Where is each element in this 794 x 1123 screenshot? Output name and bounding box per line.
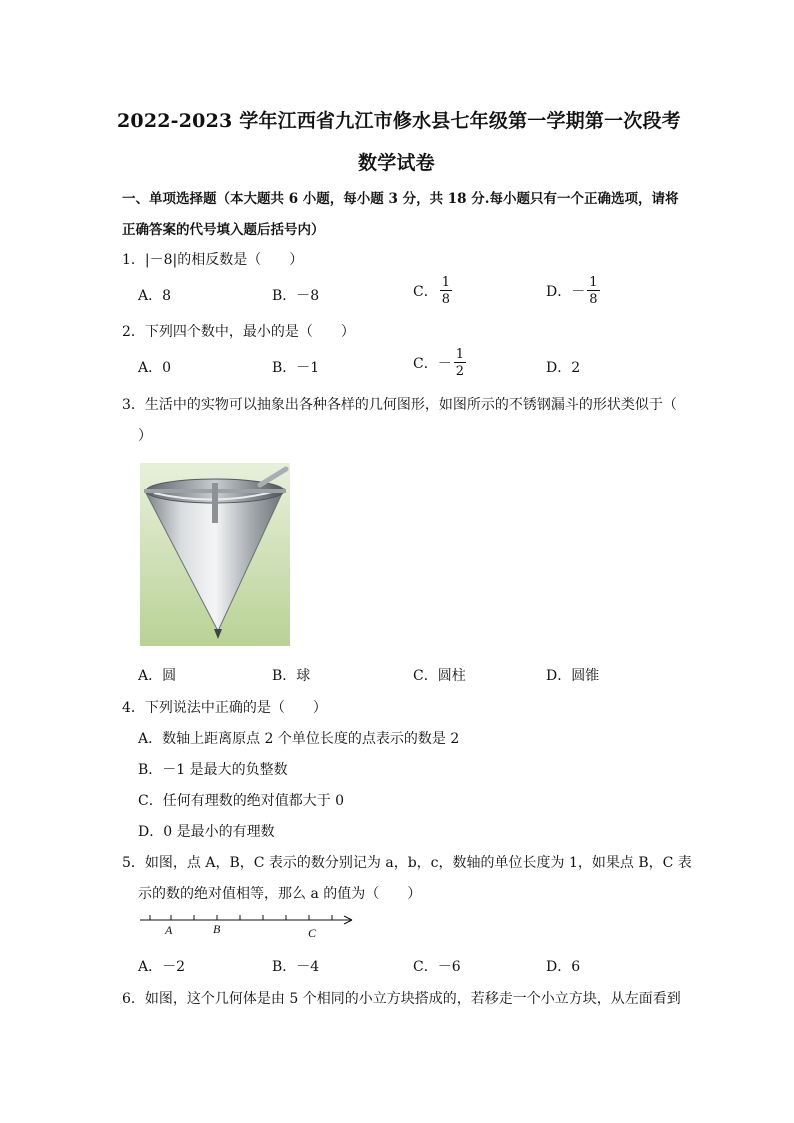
q2-option-c: C．－ $\frac{1}{2}$ bbox=[413, 347, 464, 379]
section1-heading-line2: 正确答案的代号填入题后括号内） bbox=[122, 222, 325, 238]
axis-label-c: C bbox=[308, 926, 317, 940]
fraction: $\frac{1}{2}$ bbox=[455, 347, 464, 379]
axis-label-b: B bbox=[213, 922, 221, 936]
q4-option-b: B．－1 是最大的负整数 bbox=[138, 762, 288, 778]
q2-option-d: D．2 bbox=[546, 360, 581, 376]
q5-option-c: C．－6 bbox=[413, 959, 461, 975]
q3-stem-line2: ） bbox=[138, 428, 152, 444]
q4-option-d: D．0 是最小的有理数 bbox=[138, 824, 275, 840]
q1-option-b: B．－8 bbox=[272, 288, 320, 304]
q1-stem: 1．|－8|的相反数是（ ） bbox=[122, 252, 304, 268]
q2-stem: 2．下列四个数中，最小的是（ ） bbox=[122, 324, 355, 340]
q2-option-a: A．0 bbox=[138, 360, 172, 376]
q3-stem-line1: 3．生活中的实物可以抽象出各种各样的几何图形，如图所示的不锈钢漏斗的形状类似于（ bbox=[122, 397, 677, 413]
q5-option-a: A．－2 bbox=[138, 959, 186, 975]
exam-title-line2: 数学试卷 bbox=[358, 152, 435, 174]
q3-option-d: D．圆锥 bbox=[546, 668, 600, 684]
fraction: $\frac{1}{8}$ bbox=[441, 275, 450, 307]
exam-title-line1: 2022-2023 学年江西省九江市修水县七年级第一学期第一次段考 bbox=[117, 110, 681, 132]
q3-option-a: A．圆 bbox=[138, 668, 177, 684]
q5-option-b: B．－4 bbox=[272, 959, 320, 975]
q5-stem-line2: 示的数的绝对值相等，那么 a 的值为（ ） bbox=[138, 886, 422, 902]
fraction: $\frac{1}{8}$ bbox=[589, 275, 598, 307]
section1-heading-line1: 一、单项选择题（本大题共 6 小题，每小题 3 分，共 18 分.每小题只有一个正确选项，请将 bbox=[122, 191, 679, 207]
q2-option-b: B．－1 bbox=[272, 360, 320, 376]
number-line-figure bbox=[136, 908, 360, 944]
q3-option-c: C．圆柱 bbox=[413, 668, 466, 684]
q1-option-a: A．8 bbox=[138, 288, 172, 304]
q5-option-d: D．6 bbox=[546, 959, 581, 975]
stainless-steel-funnel-icon bbox=[140, 463, 290, 646]
q1-option-d: D．－ $\frac{1}{8}$ bbox=[546, 275, 598, 307]
q1-option-c: C． $\frac{1}{8}$ bbox=[413, 275, 450, 307]
q4-option-a: A．数轴上距离原点 2 个单位长度的点表示的数是 2 bbox=[138, 731, 460, 747]
q4-stem: 4．下列说法中正确的是（ ） bbox=[122, 700, 327, 716]
q3-option-b: B．球 bbox=[272, 668, 311, 684]
axis-label-a: A bbox=[165, 923, 173, 937]
q4-option-c: C．任何有理数的绝对值都大于 0 bbox=[138, 793, 345, 809]
q5-stem-line1: 5．如图，点 A，B，C 表示的数分别记为 a，b，c，数轴的单位长度为 1，如果点 B，C 表 bbox=[122, 855, 692, 871]
q6-stem-line1: 6．如图，这个几何体是由 5 个相同的小立方块搭成的，若移走一个小立方块，从左面看到 bbox=[122, 991, 681, 1007]
